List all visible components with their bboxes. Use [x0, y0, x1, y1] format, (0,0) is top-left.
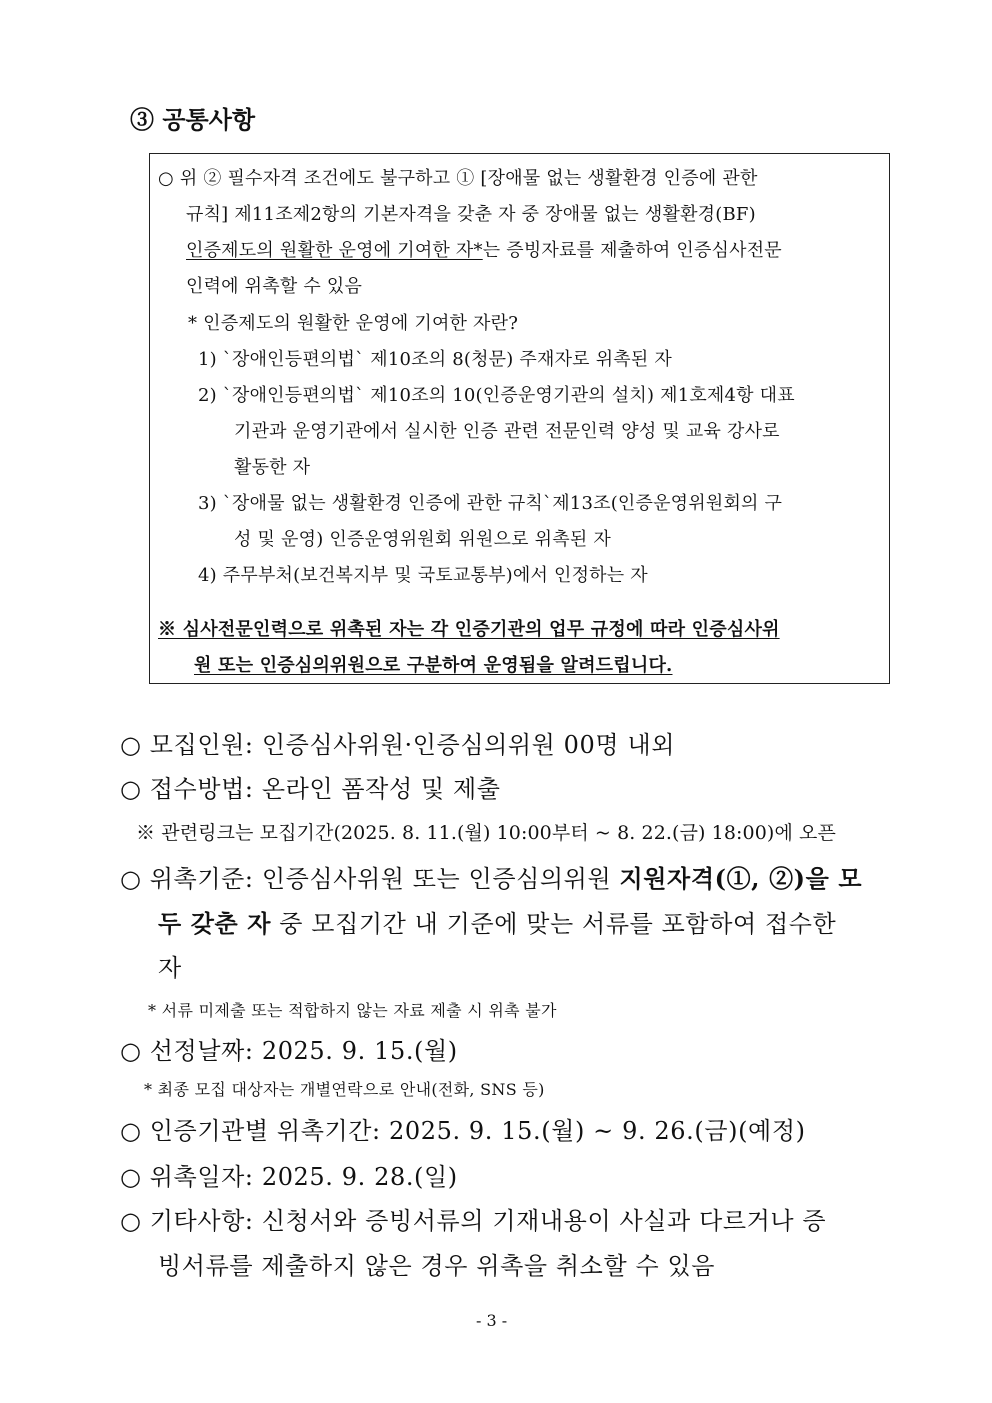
- criteria-rest: 중 모집기간 내 기준에 맞는 서류를 포함하여 접수한: [271, 910, 837, 938]
- etc-line-2: 빙서류를 제출하지 않은 경우 위촉을 취소할 수 있음: [158, 1252, 716, 1280]
- criteria-bold-2: 두 갖춘 자: [158, 909, 272, 938]
- notice-line-1: ※ 심사전문인력으로 위촉된 자는 각 인증기관의 업무 규정에 따라 인증심사위: [158, 619, 780, 640]
- item-2-cont-2: 활동한 자: [234, 457, 311, 478]
- box-line-1: ○ 위 ② 필수자격 조건에도 불구하고 ① [장애물 없는 생활환경 인증에 관한: [158, 168, 758, 189]
- item-3-cont: 성 및 운영) 인증운영위원회 위원으로 위촉된 자: [234, 529, 611, 550]
- box-line-3: [186, 236, 782, 262]
- criteria-bold-1: 지원자격(①, ②)을 모: [619, 864, 863, 893]
- section-title: ③ 공통사항: [130, 105, 256, 134]
- eligibility-box: [149, 153, 890, 684]
- application-method: ○ 접수방법: 온라인 폼작성 및 제출: [120, 775, 501, 803]
- item-4: 4) 주무부처(보건복지부 및 국토교통부)에서 인정하는 자: [198, 565, 648, 586]
- criteria-line-3: 자: [158, 954, 182, 982]
- link-note: ※ 관련링크는 모집기간(2025. 8. 11.(월) 10:00부터 ~ 8. 22.(금) 18:00)에 오픈: [136, 822, 836, 844]
- note-title: * 인증제도의 원활한 운영에 기여한 자란?: [188, 313, 519, 334]
- box-line-4: 인력에 위촉할 수 있음: [186, 276, 363, 297]
- item-2-cont-1: 기관과 운영기관에서 실시한 인증 관련 전문인력 양성 및 교육 강사로: [234, 421, 780, 442]
- recruit-count: ○ 모집인원: 인증심사위원·인증심의위원 00명 내외: [120, 731, 676, 759]
- selection-date: ○ 선정날짜: 2025. 9. 15.(월): [120, 1037, 458, 1065]
- box-line-3-rest: 는 증빙자료를 제출하여 인증심사전문: [482, 240, 782, 261]
- etc-line-1: ○ 기타사항: 신청서와 증빙서류의 기재내용이 사실과 다르거나 증: [120, 1207, 827, 1235]
- item-2: 2) `장애인등편의법` 제10조의 10(인증운영기관의 설치) 제1호제4항 대표: [198, 385, 795, 406]
- box-line-2: 규칙] 제11조제2항의 기본자격을 갖춘 자 중 장애물 없는 생활환경(BF): [186, 204, 756, 225]
- appointment-date: ○ 위촉일자: 2025. 9. 28.(일): [120, 1163, 458, 1191]
- criteria-line-2: [158, 904, 836, 939]
- item-3: 3) `장애물 없는 생활환경 인증에 관한 규칙`제13조(인증운영위원회의 구: [198, 493, 783, 514]
- appointment-period: ○ 인증기관별 위촉기간: 2025. 9. 15.(월) ~ 9. 26.(금)(예정): [120, 1117, 806, 1145]
- notice-line-2: 원 또는 인증심의위원으로 구분하여 운영됨을 알려드립니다.: [194, 655, 673, 676]
- criteria-note: * 서류 미제출 또는 적합하지 않는 자료 제출 시 위촉 불가: [148, 1001, 557, 1020]
- contributor-underlined: 인증제도의 원활한 운영에 기여한 자*: [186, 240, 483, 261]
- page-number: - 3 -: [476, 1311, 508, 1330]
- selection-note: * 최종 모집 대상자는 개별연락으로 안내(전화, SNS 등): [144, 1080, 545, 1099]
- criteria-line-1: [120, 859, 862, 894]
- criteria-pre: ○ 위촉기준: 인증심사위원 또는 인증심의위원: [120, 865, 620, 893]
- item-1: 1) `장애인등편의법` 제10조의 8(청문) 주재자로 위촉된 자: [198, 349, 672, 370]
